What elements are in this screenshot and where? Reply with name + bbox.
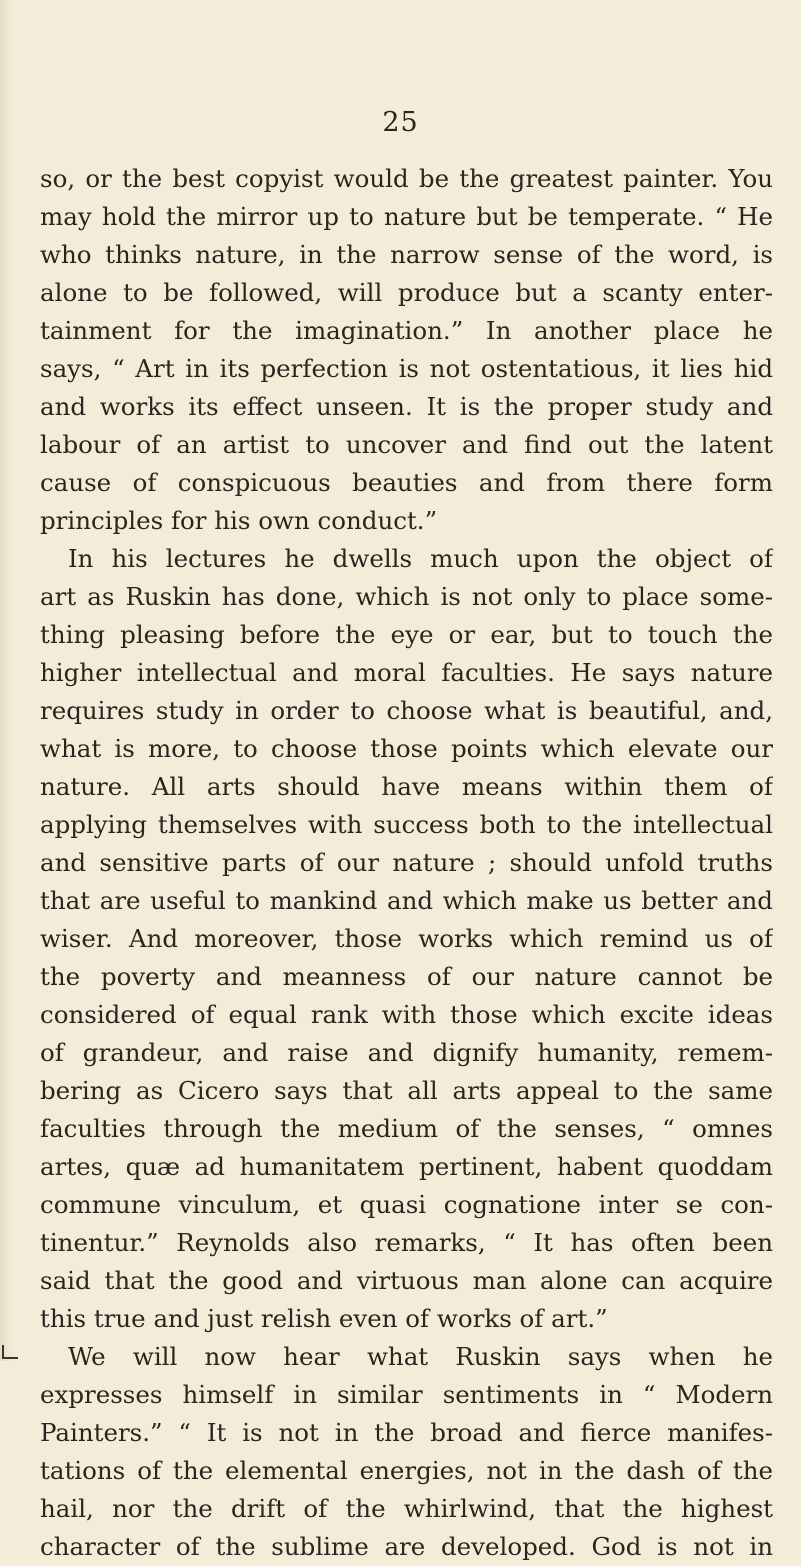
text-line: says, “ Art in its perfection is not ostentatious, it lies hid [40, 354, 773, 383]
text-line: character of the sublime are developed. God is not in [40, 1532, 773, 1561]
binding-edge [0, 0, 14, 1361]
text-line: applying themselves with success both to the intellectual [40, 810, 773, 839]
text-line: tations of the elemental energies, not in the dash of the [40, 1456, 773, 1485]
text-line: that are useful to mankind and which make us better and [40, 886, 773, 915]
text-line: faculties through the medium of the senses, “ omnes [40, 1114, 773, 1143]
text-line: tinentur.” Reynolds also remarks, “ It has often been [40, 1228, 773, 1257]
text-line: so, or the best copyist would be the greatest painter. You [40, 164, 773, 193]
text-line: and works its effect unseen. It is the proper study and [40, 392, 773, 421]
text-line: labour of an artist to uncover and find out the latent [40, 430, 773, 459]
text-line: art as Ruskin has done, which is not only to place some- [40, 582, 773, 611]
text-line: We will now hear what Ruskin says when he [68, 1342, 773, 1371]
text-line: considered of equal rank with those which excite ideas [40, 1000, 773, 1029]
body-text [40, 160, 773, 1566]
text-line: nature. All arts should have means within them of [40, 772, 773, 801]
text-line: expresses himself in similar sentiments in “ Modern [40, 1380, 773, 1409]
text-line: tainment for the imagination.” In another place he [40, 316, 773, 345]
text-line: of grandeur, and raise and dignify humanity, remem- [40, 1038, 773, 1067]
text-line: said that the good and virtuous man alone can acquire [40, 1266, 773, 1295]
text-line: commune vinculum, et quasi cognatione inter se con- [40, 1190, 773, 1219]
text-line: wiser. And moreover, those works which remind us of [40, 924, 773, 953]
text-line: artes, quæ ad humanitatem pertinent, habent quoddam [40, 1152, 773, 1181]
text-line: requires study in order to choose what is beautiful, and, [40, 696, 773, 725]
text-line: the poverty and meanness of our nature cannot be [40, 962, 773, 991]
text-line: and sensitive parts of our nature ; should unfold truths [40, 848, 773, 877]
text-line: Painters.” “ It is not in the broad and fierce manifes- [40, 1418, 773, 1447]
text-line: thing pleasing before the eye or ear, but to touch the [40, 620, 773, 649]
text-line: principles for his own conduct.” [40, 506, 438, 535]
text-line: alone to be followed, will produce but a scanty enter- [40, 278, 773, 307]
text-line: hail, nor the drift of the whirlwind, that the highest [40, 1494, 773, 1523]
text-line: this true and just relish even of works of art.” [40, 1304, 608, 1333]
corner-mark [2, 1345, 18, 1359]
text-line: who thinks nature, in the narrow sense of the word, is [40, 240, 773, 269]
text-line: bering as Cicero says that all arts appeal to the same [40, 1076, 773, 1105]
text-line: higher intellectual and moral faculties. He says nature [40, 658, 773, 687]
text-line: In his lectures he dwells much upon the object of [68, 544, 773, 573]
text-line: cause of conspicuous beauties and from there form [40, 468, 773, 497]
page-number: 25 [382, 107, 419, 138]
text-line: what is more, to choose those points which elevate our [40, 734, 773, 763]
text-line: may hold the mirror up to nature but be temperate. “ He [40, 202, 773, 231]
